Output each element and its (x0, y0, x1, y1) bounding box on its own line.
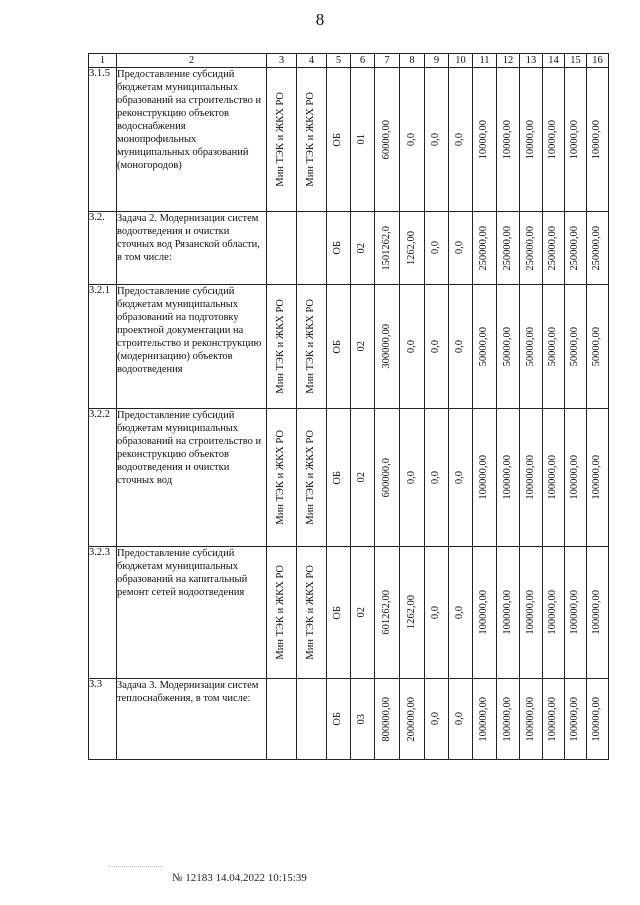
cell-wrapper (351, 409, 374, 546)
budget-table (88, 53, 609, 760)
cell-wrapper (449, 409, 472, 546)
vertical-cell-text: ОБ (332, 712, 344, 726)
cell-wrapper (375, 285, 399, 408)
vertical-cell-text: 300000,00 (380, 324, 392, 369)
cell-c9 (425, 212, 449, 285)
vertical-cell-text: Мин ТЭК и ЖКХ РО (305, 92, 317, 187)
cell-wrapper (425, 409, 448, 546)
cell-c12 (497, 285, 520, 409)
cell-wrapper (297, 285, 326, 408)
cell-wrapper (375, 679, 399, 759)
cell-wrapper (425, 679, 448, 759)
cell-c16 (587, 547, 609, 679)
vertical-cell-text: 0,0 (430, 132, 442, 147)
cell-wrapper (497, 679, 519, 759)
cell-wrapper (473, 68, 496, 211)
cell-c12 (497, 409, 520, 547)
header-cell: 1 (89, 54, 117, 68)
header-cell: 5 (327, 54, 351, 68)
cell-c11 (473, 409, 497, 547)
registration-stamp (108, 857, 168, 881)
activity-description-cell: Предоставление субсидий бюджетам муниципальных образований на строительство и реконструкцию объектов водоснабжения монопрофильных муниципальных образований (моногородов) (117, 68, 267, 212)
cell-c6 (351, 409, 375, 547)
cell-wrapper (587, 212, 608, 284)
vertical-cell-text: 100000,00 (524, 590, 536, 635)
vertical-cell-text: 02 (356, 242, 368, 254)
cell-c4 (297, 68, 327, 212)
cell-c15 (565, 409, 587, 547)
vertical-cell-text: Мин ТЭК и ЖКХ РО (275, 565, 287, 660)
cell-wrapper (543, 212, 564, 284)
page-number: 8 (315, 10, 325, 29)
cell-c15 (565, 285, 587, 409)
cell-c5 (327, 68, 351, 212)
vertical-cell-text: Мин ТЭК и ЖКХ РО (305, 565, 317, 660)
cell-wrapper (400, 212, 424, 284)
cell-c8 (400, 285, 425, 409)
header-cell: 3 (267, 54, 297, 68)
header-cell: 14 (543, 54, 565, 68)
vertical-cell-text: 0,0 (430, 470, 442, 485)
table-row (89, 285, 609, 409)
vertical-cell-text: 0,0 (405, 132, 417, 147)
cell-c12 (497, 547, 520, 679)
header-cell: 10 (449, 54, 473, 68)
vertical-cell-text: 0,0 (454, 241, 466, 255)
cell-wrapper (449, 547, 472, 678)
cell-c12 (497, 679, 520, 760)
cell-c9 (425, 285, 449, 409)
cell-c8 (400, 679, 425, 760)
cell-wrapper (400, 547, 424, 678)
cell-c4 (297, 285, 327, 409)
header-cell: 13 (520, 54, 543, 68)
cell-wrapper (351, 212, 374, 284)
cell-wrapper (327, 212, 350, 284)
cell-c6 (351, 212, 375, 285)
cell-c4 (297, 212, 327, 285)
cell-c16 (587, 409, 609, 547)
cell-wrapper (587, 679, 608, 759)
cell-wrapper (587, 547, 608, 678)
cell-wrapper (425, 547, 448, 678)
cell-c3 (267, 68, 297, 212)
vertical-cell-text: 200000,00 (405, 696, 417, 742)
cell-c11 (473, 285, 497, 409)
cell-c13 (520, 285, 543, 409)
cell-wrapper (473, 285, 496, 408)
table-row (89, 68, 609, 212)
row-number-cell: 3.2.1 (89, 285, 117, 409)
cell-c10 (449, 547, 473, 679)
cell-wrapper (267, 547, 296, 678)
vertical-cell-text: ОБ (332, 339, 344, 354)
cell-c13 (520, 547, 543, 679)
cell-c9 (425, 68, 449, 212)
vertical-cell-text: 250000,00 (569, 225, 581, 271)
cell-wrapper (520, 679, 542, 759)
cell-wrapper (497, 285, 519, 408)
vertical-cell-text: 0,0 (454, 605, 466, 620)
cell-c7 (375, 409, 400, 547)
vertical-cell-text: 100000,00 (478, 590, 490, 635)
vertical-cell-text: 100000,00 (524, 455, 536, 500)
vertical-cell-text: 100000,00 (478, 455, 490, 500)
cell-wrapper (375, 547, 399, 678)
vertical-cell-text: 100000,00 (501, 696, 513, 742)
vertical-cell-text: 50000,00 (591, 326, 603, 367)
cell-wrapper (587, 68, 608, 211)
cell-c7 (375, 285, 400, 409)
vertical-cell-text: 250000,00 (478, 225, 490, 271)
cell-c12 (497, 68, 520, 212)
vertical-cell-text: 250000,00 (547, 225, 559, 271)
cell-wrapper (543, 285, 564, 408)
vertical-cell-text: 10000,00 (501, 119, 513, 160)
cell-c13 (520, 68, 543, 212)
activity-description-cell: Задача 2. Модернизация систем водоотведения и очистки сточных вод Рязанской области, в том числе: (117, 212, 267, 285)
vertical-cell-text: 10000,00 (547, 119, 559, 160)
cell-c14 (543, 409, 565, 547)
stamp-scribble (108, 857, 163, 867)
header-cell: 7 (375, 54, 400, 68)
cell-c11 (473, 547, 497, 679)
cell-c3 (267, 547, 297, 679)
vertical-cell-text: 250000,00 (591, 225, 603, 271)
vertical-cell-text: 100000,00 (591, 590, 603, 635)
cell-wrapper (543, 68, 564, 211)
cell-c11 (473, 212, 497, 285)
cell-wrapper (587, 409, 608, 546)
vertical-cell-text: 0,0 (430, 241, 442, 255)
vertical-cell-text: 100000,00 (547, 455, 559, 500)
vertical-cell-text: 601262,00 (380, 590, 392, 635)
cell-c3 (267, 409, 297, 547)
vertical-cell-text: 0,0 (430, 605, 442, 620)
cell-wrapper (351, 547, 374, 678)
cell-c8 (400, 409, 425, 547)
cell-wrapper (520, 68, 542, 211)
cell-c16 (587, 285, 609, 409)
cell-wrapper (351, 285, 374, 408)
vertical-cell-text: 250000,00 (501, 225, 513, 271)
table-row (89, 212, 609, 285)
cell-wrapper (327, 285, 350, 408)
vertical-cell-text: Мин ТЭК и ЖКХ РО (305, 299, 317, 394)
vertical-cell-text: 800000,00 (380, 696, 392, 742)
cell-wrapper (449, 68, 472, 211)
cell-c11 (473, 68, 497, 212)
cell-wrapper (543, 409, 564, 546)
cell-c13 (520, 679, 543, 760)
cell-c5 (327, 547, 351, 679)
cell-wrapper (400, 285, 424, 408)
cell-c13 (520, 212, 543, 285)
cell-c8 (400, 547, 425, 679)
cell-wrapper (375, 409, 399, 546)
cell-c4 (297, 547, 327, 679)
cell-wrapper (400, 679, 424, 759)
vertical-cell-text: 01 (356, 134, 368, 145)
cell-wrapper (297, 679, 326, 759)
table-row (89, 679, 609, 760)
vertical-cell-text: 100000,00 (501, 590, 513, 635)
vertical-cell-text: 100000,00 (524, 696, 536, 742)
vertical-cell-text: Мин ТЭК и ЖКХ РО (275, 299, 287, 394)
cell-wrapper (327, 409, 350, 546)
cell-wrapper (297, 547, 326, 678)
vertical-cell-text: 02 (356, 607, 368, 618)
cell-wrapper (449, 212, 472, 284)
cell-c10 (449, 679, 473, 760)
cell-wrapper (497, 212, 519, 284)
cell-c6 (351, 68, 375, 212)
cell-c5 (327, 409, 351, 547)
vertical-cell-text: 1262,00 (405, 230, 417, 266)
cell-wrapper (425, 285, 448, 408)
row-number-cell: 3.3 (89, 679, 117, 760)
row-number-cell: 3.1.5 (89, 68, 117, 212)
cell-c15 (565, 547, 587, 679)
cell-c3 (267, 285, 297, 409)
vertical-cell-text: 10000,00 (524, 119, 536, 160)
cell-c15 (565, 212, 587, 285)
vertical-cell-text: 100000,00 (478, 696, 490, 742)
vertical-cell-text: 0,0 (405, 339, 417, 354)
vertical-cell-text: 100000,00 (591, 696, 603, 742)
vertical-cell-text: 60000,00 (380, 119, 392, 160)
cell-c6 (351, 679, 375, 760)
cell-wrapper (520, 285, 542, 408)
vertical-cell-text: 0,0 (454, 132, 466, 147)
document-reference: № 12183 14.04.2022 10:15:39 (172, 872, 307, 884)
vertical-cell-text: ОБ (332, 605, 344, 620)
cell-wrapper (449, 679, 472, 759)
vertical-cell-text: 100000,00 (501, 455, 513, 500)
activity-description-cell: Предоставление субсидий бюджетам муниципальных образований на строительство и реконструкцию объектов водоотведения и очистки сточных вод (117, 409, 267, 547)
vertical-cell-text: 250000,00 (524, 225, 536, 271)
vertical-cell-text: 600000,0 (380, 457, 392, 498)
vertical-cell-text: 10000,00 (478, 119, 490, 160)
cell-c3 (267, 212, 297, 285)
vertical-cell-text: 100000,00 (547, 590, 559, 635)
cell-wrapper (565, 68, 586, 211)
cell-c6 (351, 285, 375, 409)
cell-c4 (297, 409, 327, 547)
activity-description-cell: Предоставление субсидий бюджетам муниципальных образований на капитальный ремонт сетей водоотведения (117, 547, 267, 679)
cell-wrapper (267, 212, 296, 284)
cell-c4 (297, 679, 327, 760)
cell-c10 (449, 409, 473, 547)
cell-c6 (351, 547, 375, 679)
cell-wrapper (543, 679, 564, 759)
cell-c10 (449, 68, 473, 212)
cell-c9 (425, 547, 449, 679)
cell-wrapper (565, 679, 586, 759)
vertical-cell-text: 100000,00 (547, 696, 559, 742)
cell-c10 (449, 212, 473, 285)
vertical-cell-text: 0,0 (405, 470, 417, 485)
vertical-cell-text: 0,0 (454, 339, 466, 354)
vertical-cell-text: 10000,00 (591, 119, 603, 160)
vertical-cell-text: 50000,00 (569, 326, 581, 367)
cell-wrapper (327, 68, 350, 211)
vertical-cell-text: Мин ТЭК и ЖКХ РО (275, 430, 287, 525)
cell-wrapper (473, 547, 496, 678)
vertical-cell-text: ОБ (332, 241, 344, 255)
header-cell: 4 (297, 54, 327, 68)
cell-wrapper (297, 212, 326, 284)
cell-wrapper (425, 68, 448, 211)
vertical-cell-text: 10000,00 (569, 119, 581, 160)
cell-wrapper (297, 68, 326, 211)
vertical-cell-text: 100000,00 (569, 455, 581, 500)
cell-c3 (267, 679, 297, 760)
row-number-cell: 3.2.2 (89, 409, 117, 547)
cell-c8 (400, 68, 425, 212)
cell-c14 (543, 547, 565, 679)
cell-wrapper (473, 409, 496, 546)
vertical-cell-text: ОБ (332, 132, 344, 147)
cell-wrapper (327, 547, 350, 678)
header-cell: 15 (565, 54, 587, 68)
cell-wrapper (473, 212, 496, 284)
cell-wrapper (351, 68, 374, 211)
cell-wrapper (327, 679, 350, 759)
table-row (89, 409, 609, 547)
row-number-cell: 3.2. (89, 212, 117, 285)
cell-c8 (400, 212, 425, 285)
header-cell: 16 (587, 54, 609, 68)
cell-wrapper (267, 285, 296, 408)
cell-wrapper (267, 68, 296, 211)
vertical-cell-text: 50000,00 (524, 326, 536, 367)
cell-wrapper (267, 409, 296, 546)
header-cell: 8 (400, 54, 425, 68)
vertical-cell-text: ОБ (332, 470, 344, 485)
cell-c11 (473, 679, 497, 760)
cell-c16 (587, 68, 609, 212)
cell-c14 (543, 679, 565, 760)
vertical-cell-text: 0,0 (454, 470, 466, 485)
activity-description-cell: Задача 3. Модернизация систем теплоснабжения, в том числе: (117, 679, 267, 760)
header-cell: 12 (497, 54, 520, 68)
cell-wrapper (497, 68, 519, 211)
vertical-cell-text: 50000,00 (478, 326, 490, 367)
vertical-cell-text: 0,0 (454, 712, 466, 726)
cell-wrapper (375, 68, 399, 211)
vertical-cell-text: 50000,00 (547, 326, 559, 367)
vertical-cell-text: 1262,00 (405, 595, 417, 630)
header-cell: 2 (117, 54, 267, 68)
cell-wrapper (400, 409, 424, 546)
cell-c16 (587, 679, 609, 760)
cell-c10 (449, 285, 473, 409)
header-row (89, 54, 609, 68)
cell-c9 (425, 409, 449, 547)
row-number-cell: 3.2.3 (89, 547, 117, 679)
cell-c5 (327, 212, 351, 285)
vertical-cell-text: 02 (356, 341, 368, 352)
cell-wrapper (565, 285, 586, 408)
vertical-cell-text: 03 (356, 713, 368, 725)
cell-c7 (375, 212, 400, 285)
cell-wrapper (375, 212, 399, 284)
cell-c7 (375, 679, 400, 760)
header-cell: 9 (425, 54, 449, 68)
cell-c15 (565, 679, 587, 760)
cell-c9 (425, 679, 449, 760)
cell-wrapper (565, 409, 586, 546)
activity-description-cell: Предоставление субсидий бюджетам муниципальных образований на подготовку проектной документации на строительство и реконструкцию (модернизацию) объектов водоотведения (117, 285, 267, 409)
cell-c7 (375, 68, 400, 212)
vertical-cell-text: 50000,00 (501, 326, 513, 367)
cell-c13 (520, 409, 543, 547)
cell-c14 (543, 212, 565, 285)
cell-c5 (327, 679, 351, 760)
cell-wrapper (520, 212, 542, 284)
cell-wrapper (297, 409, 326, 546)
cell-c5 (327, 285, 351, 409)
cell-c16 (587, 212, 609, 285)
table-row (89, 547, 609, 679)
cell-c12 (497, 212, 520, 285)
cell-c7 (375, 547, 400, 679)
cell-wrapper (565, 547, 586, 678)
cell-c14 (543, 68, 565, 212)
vertical-cell-text: 100000,00 (591, 455, 603, 500)
cell-wrapper (400, 68, 424, 211)
cell-wrapper (520, 547, 542, 678)
cell-wrapper (497, 409, 519, 546)
vertical-cell-text: 100000,00 (569, 590, 581, 635)
cell-wrapper (449, 285, 472, 408)
header-cell: 6 (351, 54, 375, 68)
cell-wrapper (425, 212, 448, 284)
cell-wrapper (473, 679, 496, 759)
vertical-cell-text: 02 (356, 472, 368, 483)
vertical-cell-text: 100000,00 (569, 696, 581, 742)
cell-wrapper (520, 409, 542, 546)
vertical-cell-text: 1501262,0 (380, 225, 392, 271)
header-cell: 11 (473, 54, 497, 68)
cell-c15 (565, 68, 587, 212)
vertical-cell-text: Мин ТЭК и ЖКХ РО (275, 92, 287, 187)
cell-wrapper (351, 679, 374, 759)
vertical-cell-text: 0,0 (430, 712, 442, 726)
cell-wrapper (565, 212, 586, 284)
cell-wrapper (267, 679, 296, 759)
vertical-cell-text: Мин ТЭК и ЖКХ РО (305, 430, 317, 525)
cell-c14 (543, 285, 565, 409)
vertical-cell-text: 0,0 (430, 339, 442, 354)
cell-wrapper (543, 547, 564, 678)
cell-wrapper (497, 547, 519, 678)
cell-wrapper (587, 285, 608, 408)
